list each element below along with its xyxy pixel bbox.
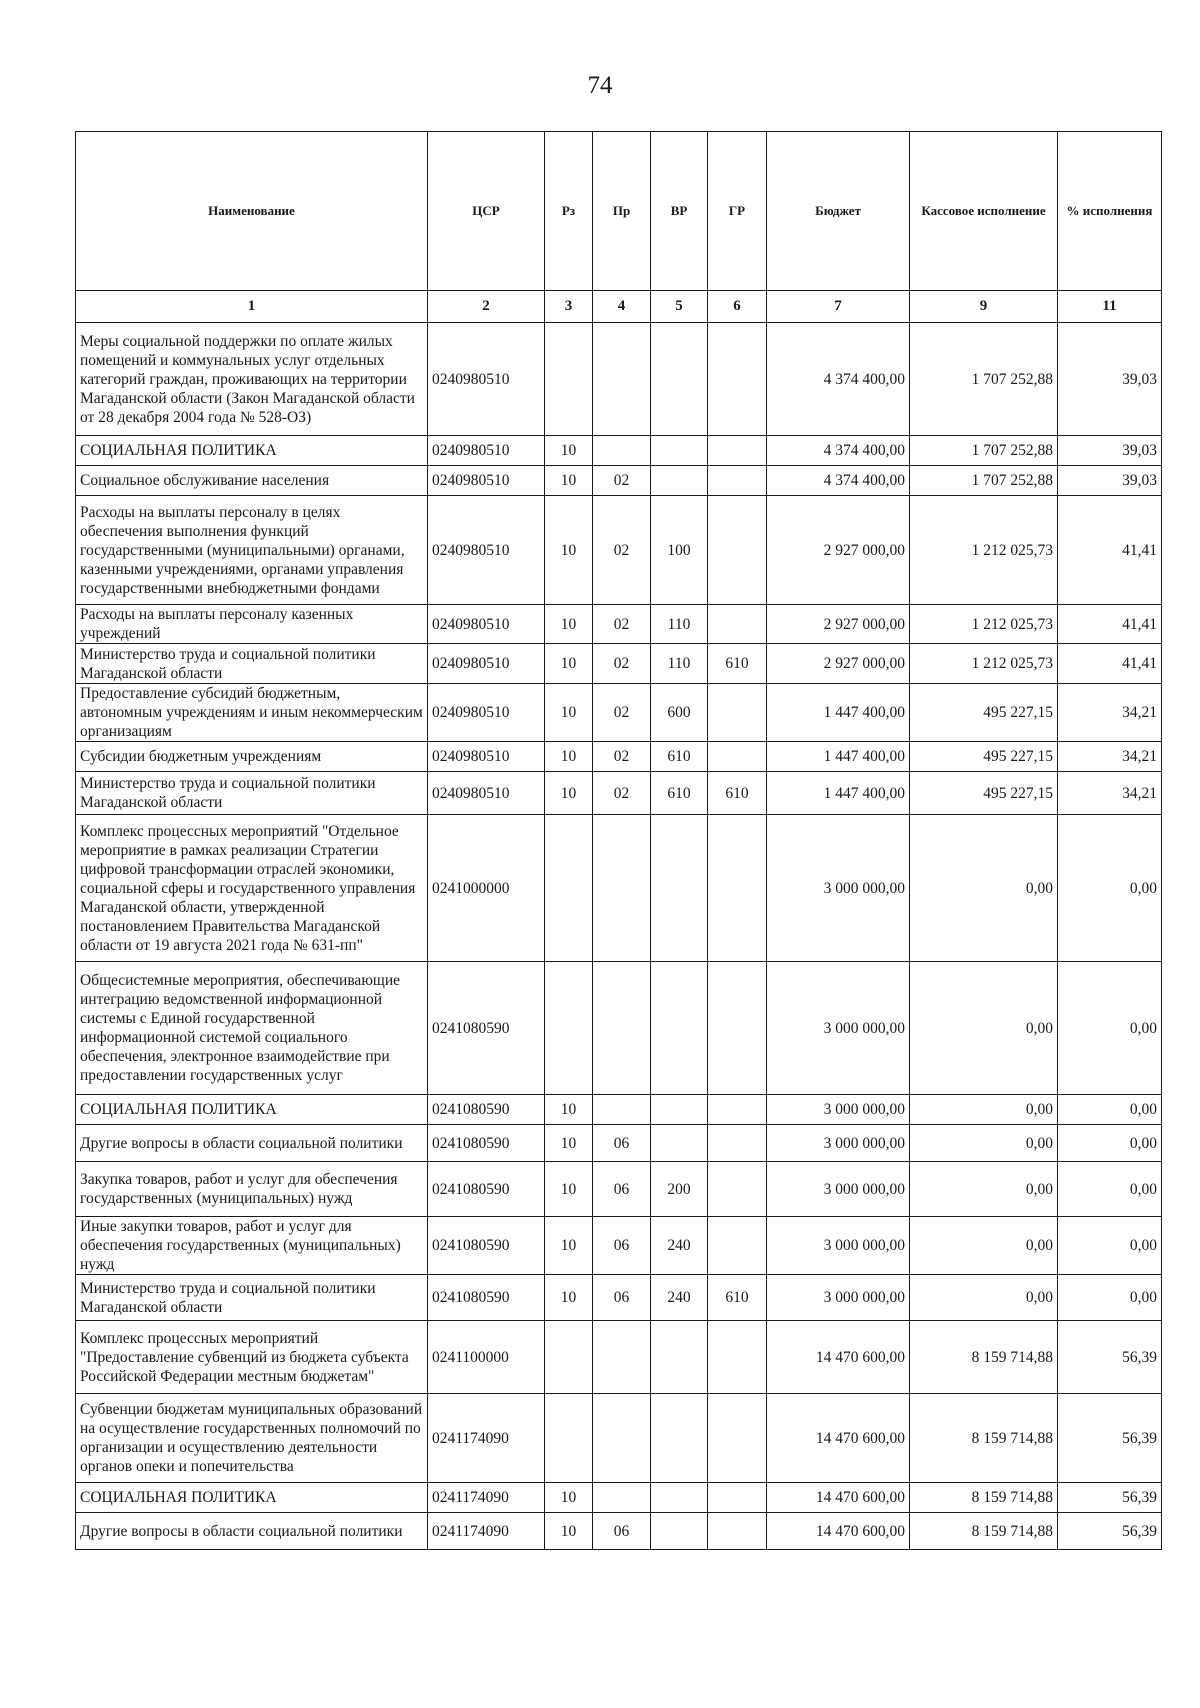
cell-csr: 0241174090 (428, 1483, 545, 1513)
cell-percent-execution: 0,00 (1058, 1095, 1162, 1125)
cell-csr: 0241100000 (428, 1321, 545, 1394)
cell-vr: 610 (651, 772, 708, 815)
cell-vr (651, 466, 708, 496)
cell-pr: 06 (593, 1125, 651, 1162)
table-row (76, 1275, 1162, 1321)
cell-percent-execution: 34,21 (1058, 772, 1162, 815)
cell-percent-execution: 0,00 (1058, 1162, 1162, 1217)
cell-csr: 0240980510 (428, 466, 545, 496)
table-row (76, 605, 1162, 644)
column-number: 11 (1058, 291, 1162, 323)
cell-csr: 0240980510 (428, 742, 545, 772)
cell-rz: 10 (545, 436, 593, 466)
cell-rz (545, 815, 593, 962)
cell-budget: 1 447 400,00 (767, 684, 910, 742)
cell-csr: 0241080590 (428, 962, 545, 1095)
cell-percent-execution: 56,39 (1058, 1394, 1162, 1483)
cell-cash-execution: 495 227,15 (910, 684, 1058, 742)
cell-rz: 10 (545, 1275, 593, 1321)
cell-percent-execution: 41,41 (1058, 605, 1162, 644)
cell-name: Министерство труда и социальной политики Магаданской области (76, 644, 428, 684)
table-row (76, 1125, 1162, 1162)
cell-cash-execution: 1 212 025,73 (910, 496, 1058, 605)
column-number: 3 (545, 291, 593, 323)
cell-percent-execution: 0,00 (1058, 815, 1162, 962)
cell-percent-execution: 0,00 (1058, 962, 1162, 1095)
cell-budget: 2 927 000,00 (767, 605, 910, 644)
header-percent-execution: % исполнения (1058, 132, 1162, 291)
cell-vr (651, 1095, 708, 1125)
cell-percent-execution: 56,39 (1058, 1483, 1162, 1513)
cell-vr (651, 962, 708, 1095)
cell-pr: 06 (593, 1162, 651, 1217)
cell-gr (708, 1162, 767, 1217)
cell-budget: 3 000 000,00 (767, 1162, 910, 1217)
column-number: 7 (767, 291, 910, 323)
cell-rz: 10 (545, 742, 593, 772)
cell-cash-execution: 1 707 252,88 (910, 436, 1058, 466)
cell-pr (593, 1095, 651, 1125)
cell-percent-execution: 41,41 (1058, 644, 1162, 684)
cell-name: Другие вопросы в области социальной политики (76, 1513, 428, 1550)
cell-gr (708, 742, 767, 772)
cell-percent-execution: 0,00 (1058, 1125, 1162, 1162)
cell-name: Социальное обслуживание населения (76, 466, 428, 496)
cell-csr: 0241000000 (428, 815, 545, 962)
cell-csr: 0241174090 (428, 1394, 545, 1483)
cell-pr: 02 (593, 772, 651, 815)
table-row (76, 496, 1162, 605)
header-gr: ГР (708, 132, 767, 291)
table-row (76, 1483, 1162, 1513)
cell-name: Закупка товаров, работ и услуг для обеспечения государственных (муниципальных) нужд (76, 1162, 428, 1217)
cell-pr: 06 (593, 1217, 651, 1275)
cell-cash-execution: 1 212 025,73 (910, 644, 1058, 684)
cell-name: СОЦИАЛЬНАЯ ПОЛИТИКА (76, 1483, 428, 1513)
cell-pr: 02 (593, 496, 651, 605)
cell-name: Субвенции бюджетам муниципальных образований на осуществление государственных полномочий по организации и осуществлению деятельности органов опеки и попечительства (76, 1394, 428, 1483)
cell-pr (593, 323, 651, 436)
cell-gr (708, 815, 767, 962)
cell-gr: 610 (708, 1275, 767, 1321)
cell-percent-execution: 34,21 (1058, 684, 1162, 742)
cell-cash-execution: 1 707 252,88 (910, 466, 1058, 496)
cell-csr: 0240980510 (428, 772, 545, 815)
cell-cash-execution: 1 212 025,73 (910, 605, 1058, 644)
cell-csr: 0241080590 (428, 1125, 545, 1162)
cell-rz (545, 1394, 593, 1483)
header-csr: ЦСР (428, 132, 545, 291)
table-row (76, 815, 1162, 962)
cell-budget: 3 000 000,00 (767, 1125, 910, 1162)
cell-cash-execution: 1 707 252,88 (910, 323, 1058, 436)
cell-gr (708, 1321, 767, 1394)
table-row (76, 742, 1162, 772)
cell-vr (651, 1513, 708, 1550)
cell-cash-execution: 0,00 (910, 1162, 1058, 1217)
column-number: 6 (708, 291, 767, 323)
cell-rz: 10 (545, 605, 593, 644)
column-number: 2 (428, 291, 545, 323)
cell-vr: 600 (651, 684, 708, 742)
cell-vr: 110 (651, 644, 708, 684)
cell-percent-execution: 39,03 (1058, 323, 1162, 436)
cell-gr (708, 323, 767, 436)
cell-budget: 3 000 000,00 (767, 1217, 910, 1275)
cell-percent-execution: 41,41 (1058, 496, 1162, 605)
cell-vr (651, 1321, 708, 1394)
cell-rz: 10 (545, 496, 593, 605)
cell-pr: 02 (593, 684, 651, 742)
cell-name: Иные закупки товаров, работ и услуг для обеспечения государственных (муниципальных) нужд (76, 1217, 428, 1275)
cell-budget: 14 470 600,00 (767, 1483, 910, 1513)
cell-cash-execution: 8 159 714,88 (910, 1394, 1058, 1483)
cell-vr (651, 1483, 708, 1513)
cell-budget: 3 000 000,00 (767, 1095, 910, 1125)
cell-vr: 100 (651, 496, 708, 605)
header-cash-execution: Кассовое исполнение (910, 132, 1058, 291)
cell-csr: 0240980510 (428, 436, 545, 466)
cell-budget: 4 374 400,00 (767, 436, 910, 466)
table-row (76, 772, 1162, 815)
cell-vr (651, 1394, 708, 1483)
cell-rz: 10 (545, 466, 593, 496)
cell-budget: 3 000 000,00 (767, 1275, 910, 1321)
cell-rz: 10 (545, 1125, 593, 1162)
table-row (76, 1217, 1162, 1275)
cell-rz: 10 (545, 684, 593, 742)
cell-name: Министерство труда и социальной политики Магаданской области (76, 1275, 428, 1321)
cell-gr (708, 1125, 767, 1162)
cell-percent-execution: 34,21 (1058, 742, 1162, 772)
cell-cash-execution: 495 227,15 (910, 772, 1058, 815)
cell-vr: 240 (651, 1217, 708, 1275)
page-number: 74 (587, 72, 613, 99)
cell-percent-execution: 39,03 (1058, 466, 1162, 496)
cell-csr: 0240980510 (428, 496, 545, 605)
cell-name: Расходы на выплаты персоналу в целях обеспечения выполнения функций государственными (муниципальными) органами, казенными учреждениями, органами управления государственными внебюджетными фондами (76, 496, 428, 605)
cell-pr: 02 (593, 466, 651, 496)
cell-vr (651, 436, 708, 466)
table-row (76, 436, 1162, 466)
cell-pr (593, 1394, 651, 1483)
cell-rz (545, 1321, 593, 1394)
cell-pr (593, 1321, 651, 1394)
table-row (76, 1162, 1162, 1217)
cell-cash-execution: 8 159 714,88 (910, 1321, 1058, 1394)
cell-percent-execution: 0,00 (1058, 1217, 1162, 1275)
cell-cash-execution: 0,00 (910, 1125, 1058, 1162)
header-budget: Бюджет (767, 132, 910, 291)
table-row (76, 1513, 1162, 1550)
cell-csr: 0240980510 (428, 605, 545, 644)
cell-csr: 0240980510 (428, 684, 545, 742)
cell-percent-execution: 39,03 (1058, 436, 1162, 466)
cell-gr (708, 1513, 767, 1550)
column-number: 5 (651, 291, 708, 323)
table-header-row (76, 132, 1162, 291)
cell-vr (651, 1125, 708, 1162)
cell-gr: 610 (708, 772, 767, 815)
cell-name: Меры социальной поддержки по оплате жилых помещений и коммунальных услуг отдельных категорий граждан, проживающих на территории Магаданской области (Закон Магаданской области от 28 декабря 2004 года № 528-ОЗ) (76, 323, 428, 436)
cell-budget: 2 927 000,00 (767, 644, 910, 684)
cell-cash-execution: 8 159 714,88 (910, 1483, 1058, 1513)
table-row (76, 466, 1162, 496)
cell-rz: 10 (545, 1162, 593, 1217)
cell-budget: 14 470 600,00 (767, 1394, 910, 1483)
cell-rz (545, 323, 593, 436)
cell-csr: 0240980510 (428, 323, 545, 436)
cell-gr (708, 605, 767, 644)
header-pr: Пр (593, 132, 651, 291)
cell-name: СОЦИАЛЬНАЯ ПОЛИТИКА (76, 1095, 428, 1125)
cell-gr (708, 1483, 767, 1513)
cell-rz: 10 (545, 772, 593, 815)
table-row (76, 1095, 1162, 1125)
cell-budget: 3 000 000,00 (767, 815, 910, 962)
cell-cash-execution: 0,00 (910, 1217, 1058, 1275)
cell-budget: 14 470 600,00 (767, 1321, 910, 1394)
cell-rz: 10 (545, 1483, 593, 1513)
cell-pr (593, 815, 651, 962)
cell-pr: 06 (593, 1275, 651, 1321)
cell-budget: 14 470 600,00 (767, 1513, 910, 1550)
cell-name: СОЦИАЛЬНАЯ ПОЛИТИКА (76, 436, 428, 466)
cell-cash-execution: 0,00 (910, 1275, 1058, 1321)
cell-name: Комплекс процессных мероприятий "Предоставление субвенций из бюджета субъекта Российской Федерации местным бюджетам" (76, 1321, 428, 1394)
cell-cash-execution: 8 159 714,88 (910, 1513, 1058, 1550)
cell-vr: 610 (651, 742, 708, 772)
cell-budget: 4 374 400,00 (767, 466, 910, 496)
cell-pr (593, 1483, 651, 1513)
cell-name: Предоставление субсидий бюджетным, автономным учреждениям и иным некоммерческим организациям (76, 684, 428, 742)
cell-gr (708, 1217, 767, 1275)
cell-pr (593, 436, 651, 466)
cell-percent-execution: 56,39 (1058, 1513, 1162, 1550)
cell-gr (708, 1095, 767, 1125)
cell-percent-execution: 56,39 (1058, 1321, 1162, 1394)
budget-execution-table (75, 131, 1162, 1550)
cell-pr: 02 (593, 644, 651, 684)
cell-budget: 1 447 400,00 (767, 742, 910, 772)
cell-rz (545, 962, 593, 1095)
cell-budget: 3 000 000,00 (767, 962, 910, 1095)
cell-rz: 10 (545, 1217, 593, 1275)
cell-budget: 4 374 400,00 (767, 323, 910, 436)
cell-name: Министерство труда и социальной политики Магаданской области (76, 772, 428, 815)
column-number: 9 (910, 291, 1058, 323)
cell-budget: 2 927 000,00 (767, 496, 910, 605)
header-name: Наименование (76, 132, 428, 291)
cell-gr (708, 436, 767, 466)
cell-csr: 0241080590 (428, 1162, 545, 1217)
cell-gr (708, 962, 767, 1095)
cell-rz: 10 (545, 644, 593, 684)
cell-vr (651, 323, 708, 436)
cell-csr: 0240980510 (428, 644, 545, 684)
table-row (76, 1321, 1162, 1394)
cell-cash-execution: 0,00 (910, 815, 1058, 962)
cell-pr (593, 962, 651, 1095)
cell-cash-execution: 495 227,15 (910, 742, 1058, 772)
cell-csr: 0241080590 (428, 1095, 545, 1125)
cell-rz: 10 (545, 1513, 593, 1550)
cell-percent-execution: 0,00 (1058, 1275, 1162, 1321)
table-row (76, 1394, 1162, 1483)
table-row (76, 644, 1162, 684)
cell-pr: 02 (593, 605, 651, 644)
column-number: 1 (76, 291, 428, 323)
cell-vr: 240 (651, 1275, 708, 1321)
cell-csr: 0241174090 (428, 1513, 545, 1550)
column-numbers-row (76, 291, 1162, 323)
cell-vr: 110 (651, 605, 708, 644)
cell-vr: 200 (651, 1162, 708, 1217)
cell-pr: 02 (593, 742, 651, 772)
cell-gr (708, 466, 767, 496)
cell-name: Другие вопросы в области социальной политики (76, 1125, 428, 1162)
cell-name: Расходы на выплаты персоналу казенных учреждений (76, 605, 428, 644)
table-row (76, 962, 1162, 1095)
cell-csr: 0241080590 (428, 1217, 545, 1275)
cell-name: Субсидии бюджетным учреждениям (76, 742, 428, 772)
cell-cash-execution: 0,00 (910, 1095, 1058, 1125)
cell-vr (651, 815, 708, 962)
cell-csr: 0241080590 (428, 1275, 545, 1321)
cell-gr (708, 684, 767, 742)
cell-gr (708, 1394, 767, 1483)
cell-cash-execution: 0,00 (910, 962, 1058, 1095)
cell-name: Общесистемные мероприятия, обеспечивающие интеграцию ведомственной информационной системы с Единой государственной информационной системой социального обеспечения, электронное взаимодействие при предоставлении государственных услуг (76, 962, 428, 1095)
header-vr: ВР (651, 132, 708, 291)
cell-rz: 10 (545, 1095, 593, 1125)
cell-budget: 1 447 400,00 (767, 772, 910, 815)
cell-gr: 610 (708, 644, 767, 684)
cell-pr: 06 (593, 1513, 651, 1550)
column-number: 4 (593, 291, 651, 323)
header-rz: Рз (545, 132, 593, 291)
table-row (76, 323, 1162, 436)
cell-gr (708, 496, 767, 605)
table-row (76, 684, 1162, 742)
cell-name: Комплекс процессных мероприятий "Отдельное мероприятие в рамках реализации Стратегии цифровой трансформации отраслей экономики, социальной сферы и государственного управления Магаданской области, утвержденной постановлением Правительства Магаданской области от 19 августа 2021 года № 631-пп" (76, 815, 428, 962)
